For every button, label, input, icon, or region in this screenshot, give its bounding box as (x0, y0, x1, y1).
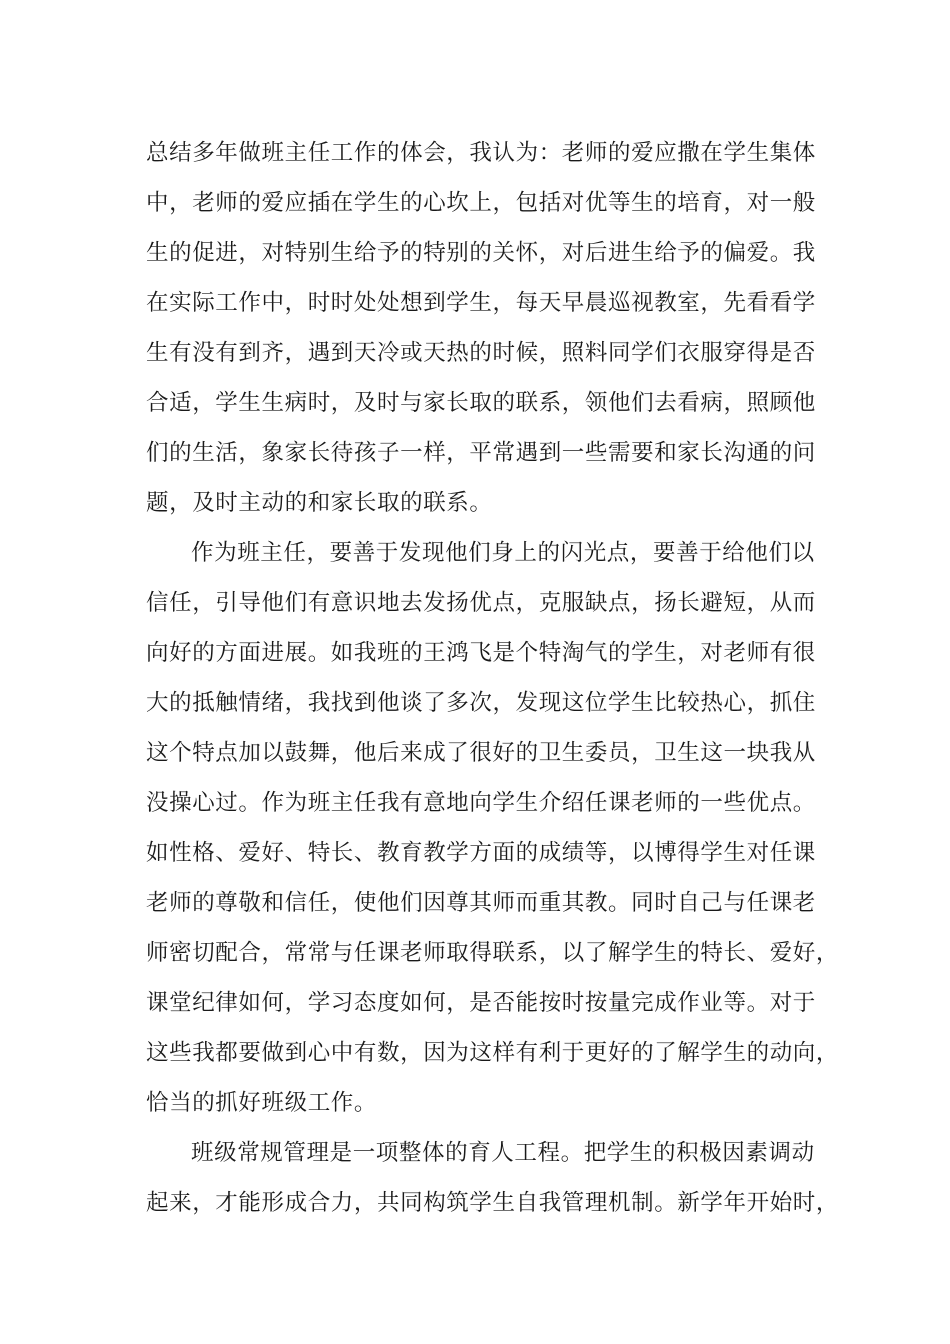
text-line: 起来，才能形成合力，共同构筑学生自我管理机制。新学年开始时， (146, 1190, 840, 1216)
text-line: 班级常规管理是一项整体的育人工程。把学生的积极因素调动 (191, 1140, 815, 1166)
text-line: 们的生活，象家长待孩子一样，平常遇到一些需要和家长沟通的问 (146, 440, 816, 466)
text-line: 没操心过。作为班主任我有意地向学生介绍任课老师的一些优点。 (146, 790, 816, 816)
text-line: 向好的方面进展。如我班的王鸿飞是个特淘气的学生，对老师有很 (146, 640, 816, 666)
text-line: 大的抵触情绪，我找到他谈了多次，发现这位学生比较热心，抓住 (146, 690, 816, 716)
text-line: 在实际工作中，时时处处想到学生，每天早晨巡视教室，先看看学 (146, 290, 816, 316)
text-line: 总结多年做班主任工作的体会，我认为：老师的爱应撒在学生集体 (146, 140, 816, 166)
text-line: 这个特点加以鼓舞，他后来成了很好的卫生委员，卫生这一块我从 (146, 740, 816, 766)
paragraph-2 (146, 528, 840, 1128)
paragraph-3 (146, 1128, 840, 1228)
text-line: 恰当的抓好班级工作。 (146, 1090, 378, 1116)
text-line: 课堂纪律如何，学习态度如何，是否能按时按量完成作业等。对于 (146, 990, 816, 1016)
paragraph-1 (146, 128, 822, 528)
text-line: 合适，学生生病时，及时与家长取的联系，领他们去看病，照顾他 (146, 390, 816, 416)
text-line: 这些我都要做到心中有数，因为这样有利于更好的了解学生的动向， (146, 1040, 840, 1066)
text-line: 中，老师的爱应插在学生的心坎上，包括对优等生的培育，对一般 (146, 190, 816, 216)
text-line: 题，及时主动的和家长取的联系。 (146, 490, 493, 516)
text-line: 生有没有到齐，遇到天冷或天热的时候，照料同学们衣服穿得是否 (146, 340, 816, 366)
document-body (146, 128, 840, 1228)
text-line: 如性格、爱好、特长、教育教学方面的成绩等，以博得学生对任课 (146, 840, 816, 866)
text-line: 师密切配合，常常与任课老师取得联系，以了解学生的特长、爱好， (146, 940, 840, 966)
text-line: 老师的尊敬和信任，使他们因尊其师而重其教。同时自己与任课老 (146, 890, 816, 916)
text-line: 作为班主任，要善于发现他们身上的闪光点，要善于给他们以 (191, 540, 815, 566)
text-line: 生的促进，对特别生给予的特别的关怀，对后进生给予的偏爱。我 (146, 240, 816, 266)
text-line: 信任，引导他们有意识地去发扬优点，克服缺点，扬长避短，从而 (146, 590, 816, 616)
